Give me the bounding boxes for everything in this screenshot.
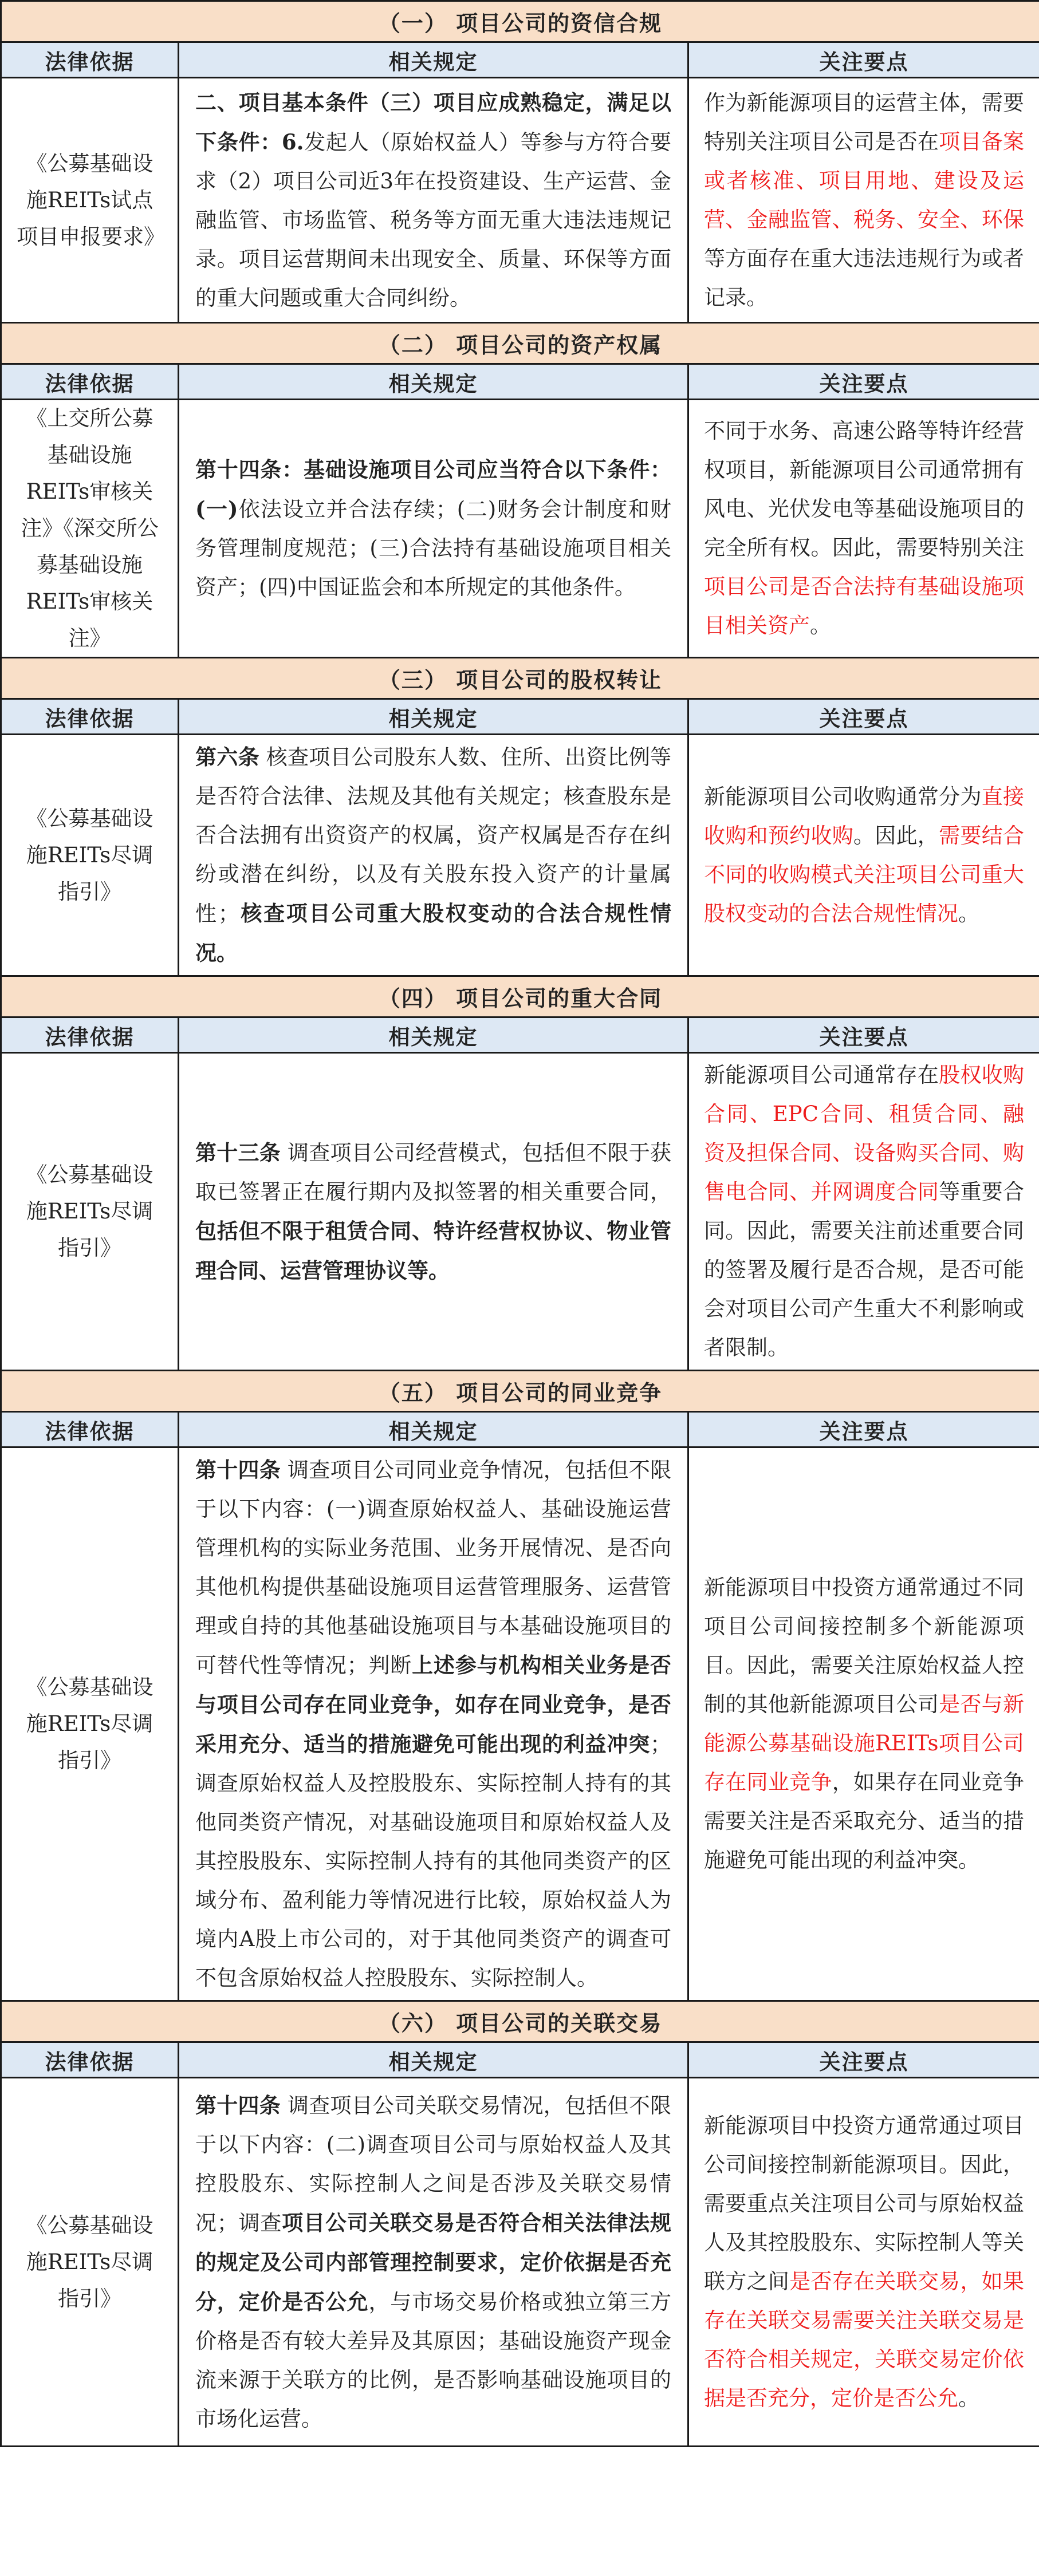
focus-text: 不同于水务、高速公路等特许经营权项目，新能源项目公司通常拥有风电、光伏发电等基础设施项目的完全所有权。因此，需要特别关注 xyxy=(704,419,1025,560)
regulation-cell xyxy=(179,2078,688,2447)
focus-text: 等方面存在重大违法违规行为或者记录。 xyxy=(704,246,1025,310)
focus-cell xyxy=(688,78,1039,323)
regulation-text: 第十三条 xyxy=(195,1139,281,1165)
highlighted-text: 项目备案或者核准、项目用地、建设及运营、金融监管、税务、安全、环保 xyxy=(704,129,1025,232)
legal-basis-cell: 《公募基础设施REITs尽调指引》 xyxy=(1,2078,179,2447)
focus-cell xyxy=(688,2078,1039,2447)
regulation-text: ，与市场交易价格或独立第三方价格是否有较大差异及其原因；基础设施资产现金流来源于关联方的比例，是否影响基础设施项目的市场化运营。 xyxy=(195,2289,672,2431)
section-title-row-five xyxy=(1,1371,1039,1412)
compliance-table-body xyxy=(1,1,1039,2447)
legal-basis-header: 法律依据 xyxy=(1,1017,179,1053)
section-title-row-three xyxy=(1,658,1039,699)
regulation-text: 包括但不限于租赁合同、特许经营权协议、物业管理合同、运营管理协议等。 xyxy=(195,1218,671,1283)
regulation-text: 第十四条 xyxy=(195,2092,281,2118)
regulation-text: 调查项目公司经营模式，包括但不限于获取已签署正在履行期内及拟签署的相关重要合同， xyxy=(195,1140,671,1204)
focus-cell xyxy=(688,400,1039,658)
focus-cell xyxy=(688,1447,1039,2001)
legal-basis-cell: 《公募基础设施REITs试点项目申报要求》 xyxy=(1,78,179,323)
focus-text: 。因此， xyxy=(853,823,939,848)
legal-basis-cell: 《上交所公募基础设施REITs审核关注》《深交所公募基础设施REITs审核关注》 xyxy=(1,400,179,658)
column-header-row xyxy=(1,42,1039,78)
column-header-row xyxy=(1,1017,1039,1053)
regulation-cell xyxy=(179,735,688,976)
regulation-header: 相关规定 xyxy=(179,364,688,400)
regulation-header: 相关规定 xyxy=(179,2042,688,2078)
legal-basis-cell: 《公募基础设施REITs尽调指引》 xyxy=(1,735,179,976)
section-title: （二） 项目公司的资产权属 xyxy=(1,323,1039,364)
highlighted-text: 项目公司是否合法持有基础设施项目相关资产 xyxy=(704,574,1025,638)
section-title: （三） 项目公司的股权转让 xyxy=(1,658,1039,699)
focus-text: 。 xyxy=(958,901,979,926)
content-row xyxy=(1,78,1039,323)
focus-cell xyxy=(688,1053,1039,1371)
focus-cell xyxy=(688,735,1039,976)
focus-text: 新能源项目中投资方通常通过项目公司间接控制新能源项目。因此，需要重点关注项目公司与原始权益人及其控股股东、实际控制人等关联方之间 xyxy=(704,2113,1025,2294)
regulation-header: 相关规定 xyxy=(179,1017,688,1053)
legal-basis-header: 法律依据 xyxy=(1,699,179,735)
regulation-cell xyxy=(179,1447,688,2001)
section-title: （六） 项目公司的关联交易 xyxy=(1,2001,1039,2042)
regulation-cell xyxy=(179,78,688,323)
highlighted-text: 是否与新能源公募基础设施REITs项目公司存在同业竞争 xyxy=(704,1692,1025,1794)
section-title-row-four xyxy=(1,976,1039,1017)
column-header-row xyxy=(1,2042,1039,2078)
content-row xyxy=(1,400,1039,658)
legal-basis-header: 法律依据 xyxy=(1,2042,179,2078)
regulation-header: 相关规定 xyxy=(179,699,688,735)
regulation-text: 调查项目公司同业竞争情况，包括但不限于以下内容：(一)调查原始权益人、基础设施运营管理机构的实际业务范围、业务开展情况、是否向其他机构提供基础设施项目运营管理服务、运营管理或自持的其他基础设施项目与本基础设施项目的可替代性等情况；判断 xyxy=(195,1458,671,1678)
regulation-header: 相关规定 xyxy=(179,42,688,78)
content-row xyxy=(1,735,1039,976)
column-header-row xyxy=(1,1412,1039,1447)
regulation-text: 依法设立并合法存续；(二)财务会计制度和财务管理制度规范；(三)合法持有基础设施项目相关资产；(四)中国证监会和本所规定的其他条件。 xyxy=(195,497,671,599)
focus-text: 作为新能源项目的运营主体，需要特别关注项目公司是否在 xyxy=(704,90,1025,154)
focus-text: 新能源项目公司收购通常分为 xyxy=(704,784,982,809)
regulation-header: 相关规定 xyxy=(179,1412,688,1447)
column-header-row xyxy=(1,364,1039,400)
column-header-row xyxy=(1,699,1039,735)
highlighted-text: 股权收购合同、EPC合同、租赁合同、融资及担保合同、设备购买合同、购售电合同、并网调度合同 xyxy=(704,1063,1025,1204)
focus-text: 新能源项目公司通常存在 xyxy=(704,1063,939,1087)
regulation-text: 第六条 xyxy=(195,744,259,770)
regulation-text: 第十四条：基础设施项目公司应当符合以下条件：(一) xyxy=(195,457,671,522)
regulation-text: 第十四条 xyxy=(195,1457,281,1482)
regulation-cell xyxy=(179,400,688,658)
highlighted-text: 直接收购和预约收购 xyxy=(704,784,1025,848)
regulation-text: 上述参与机构相关业务是否与项目公司存在同业竞争，如存在同业竞争，是否采用充分、适当的措施避免可能出现的利益冲突 xyxy=(195,1652,672,1757)
focus-points-header: 关注要点 xyxy=(688,1412,1039,1447)
content-row xyxy=(1,1053,1039,1371)
section-title-row-two xyxy=(1,323,1039,364)
legal-basis-header: 法律依据 xyxy=(1,1412,179,1447)
legal-basis-header: 法律依据 xyxy=(1,364,179,400)
content-row xyxy=(1,1447,1039,2001)
focus-points-header: 关注要点 xyxy=(688,699,1039,735)
focus-text: ，如果存在同业竞争需要关注是否采取充分、适当的措施避免可能出现的利益冲突。 xyxy=(704,1770,1025,1872)
focus-text: 。 xyxy=(810,613,831,638)
legal-basis-cell: 《公募基础设施REITs尽调指引》 xyxy=(1,1447,179,2001)
regulation-text: 二、项目基本条件（三）项目应成熟稳定，满足以下条件：6. xyxy=(195,89,671,155)
focus-text: 新能源项目中投资方通常通过不同项目公司间接控制多个新能源项目。因此，需要关注原始权益人控制的其他新能源项目公司 xyxy=(704,1575,1025,1717)
regulation-text: 发起人（原始权益人）等参与方符合要求（2）项目公司近3年在投资建设、生产运营、金融监管、市场监管、税务等方面无重大违法违规记录。项目运营期间未出现安全、质量、环保等方面的重大问题或重大合同纠纷。 xyxy=(195,129,671,310)
focus-points-header: 关注要点 xyxy=(688,2042,1039,2078)
regulation-text: 核查项目公司股东人数、住所、出资比例等是否符合法律、法规及其他有关规定；核查股东是否合法拥有出资资产的权属，资产权属是否存在纠纷或潜在纠纷，以及有关股东投入资产的计量属性； xyxy=(195,745,671,926)
focus-text: 等重要合同。因此，需要关注前述重要合同的签署及履行是否合规，是否可能会对项目公司产生重大不利影响或者限制。 xyxy=(704,1179,1025,1360)
legal-basis-cell: 《公募基础设施REITs尽调指引》 xyxy=(1,1053,179,1371)
focus-points-header: 关注要点 xyxy=(688,1017,1039,1053)
content-row xyxy=(1,2078,1039,2447)
focus-text: 。 xyxy=(958,2385,979,2411)
regulation-text: 项目公司关联交易是否符合相关法律法规的规定及公司内部管理控制要求，定价依据是否充分，定价是否公允 xyxy=(195,2210,672,2314)
section-title: （四） 项目公司的重大合同 xyxy=(1,976,1039,1017)
section-title: （一） 项目公司的资信合规 xyxy=(1,1,1039,42)
regulation-text: 调查项目公司关联交易情况，包括但不限于以下内容：(二)调查项目公司与原始权益人及其控股股东、实际控制人之间是否涉及关联交易情况；调查 xyxy=(195,2093,671,2235)
section-title-row-one xyxy=(1,1,1039,42)
section-title-row-six xyxy=(1,2001,1039,2042)
section-title: （五） 项目公司的同业竞争 xyxy=(1,1371,1039,1412)
regulation-text: ；调查原始权益人及控股股东、实际控制人持有的其他同类资产情况，对基础设施项目和原始权益人及其控股股东、实际控制人持有的其他同类资产的区域分布、盈利能力等情况进行比较，原始权益人为境内A股上市公司的，对于其他同类资产的调查可不包含原始权益人控股股东、实际控制人。 xyxy=(195,1732,671,1990)
focus-points-header: 关注要点 xyxy=(688,42,1039,78)
focus-points-header: 关注要点 xyxy=(688,364,1039,400)
highlighted-text: 是否存在关联交易，如果存在关联交易需要关注关联交易是否符合相关规定，关联交易定价依据是否充分，定价是否公允 xyxy=(704,2269,1025,2411)
highlighted-text: 需要结合不同的收购模式关注项目公司重大股权变动的合法合规性情况 xyxy=(704,823,1025,926)
regulation-text: 核查项目公司重大股权变动的合法合规性情况。 xyxy=(195,901,672,965)
legal-basis-header: 法律依据 xyxy=(1,42,179,78)
regulation-cell xyxy=(179,1053,688,1371)
